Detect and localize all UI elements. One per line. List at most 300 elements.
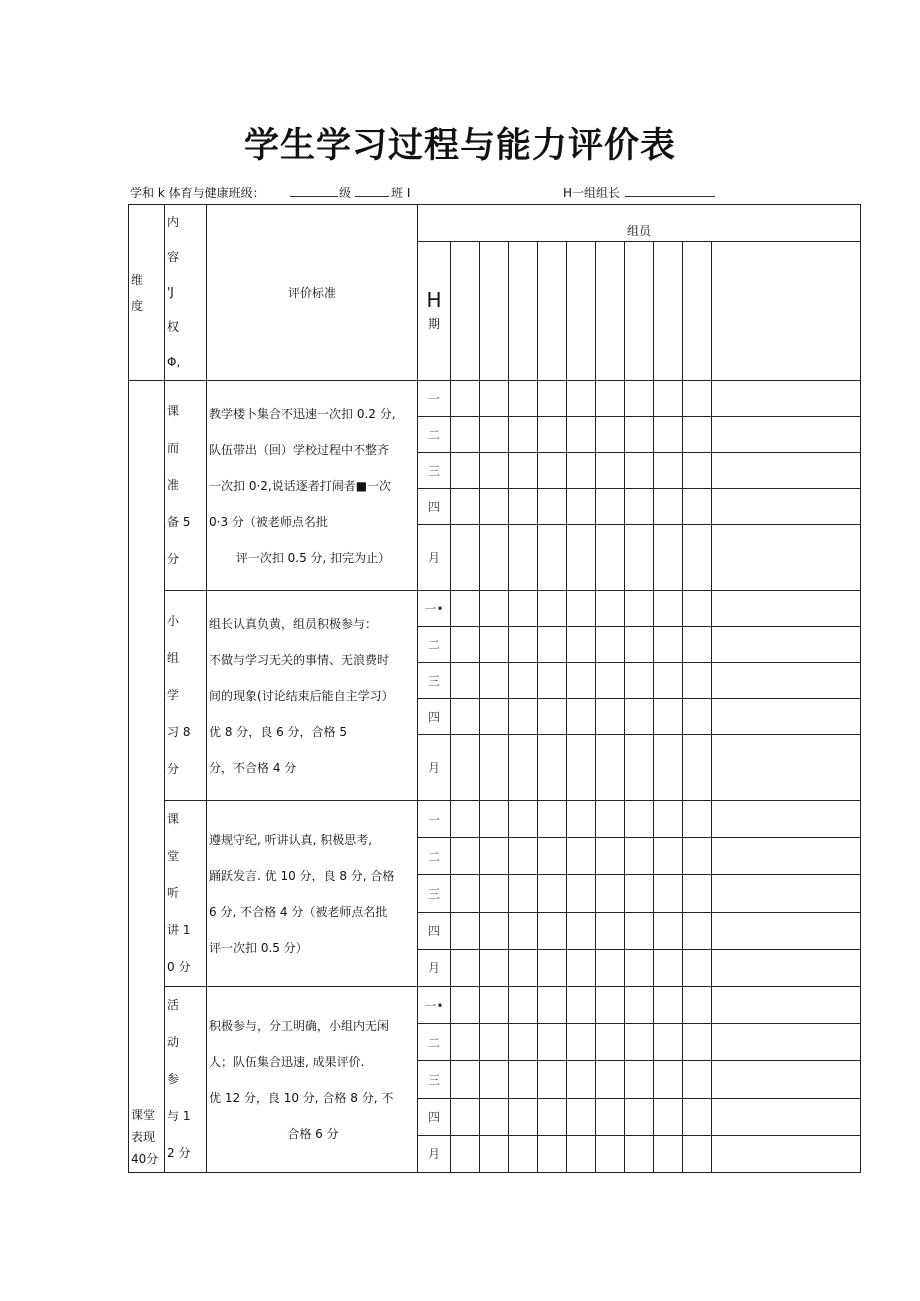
score-cell[interactable] xyxy=(625,627,654,663)
score-cell[interactable] xyxy=(596,912,625,949)
period-label: 三 xyxy=(418,1061,451,1098)
score-cell[interactable] xyxy=(683,381,712,417)
score-cell[interactable] xyxy=(509,381,538,417)
score-cell[interactable] xyxy=(712,663,861,699)
score-cell[interactable] xyxy=(567,1098,596,1135)
score-cell[interactable] xyxy=(567,987,596,1024)
score-cell[interactable] xyxy=(712,489,861,525)
score-cell[interactable] xyxy=(625,381,654,417)
score-cell[interactable] xyxy=(509,801,538,838)
score-cell[interactable] xyxy=(683,663,712,699)
score-cell[interactable] xyxy=(654,1061,683,1098)
criteria-line: 间的现象(讨论结束后能自主学习） xyxy=(209,688,394,703)
dimension-class-performance xyxy=(129,381,165,1173)
score-cell[interactable] xyxy=(567,1024,596,1061)
content-char: 分 xyxy=(167,762,180,776)
period-label: 四 xyxy=(418,1098,451,1135)
score-cell[interactable] xyxy=(683,417,712,453)
dimension-header-2: 度 xyxy=(131,298,144,313)
score-cell[interactable] xyxy=(451,381,480,417)
criteria-cell xyxy=(207,381,418,591)
score-cell[interactable] xyxy=(567,417,596,453)
score-cell[interactable] xyxy=(509,1024,538,1061)
criteria-line: 不做与学习无关的事情、无浪费时 xyxy=(209,652,390,667)
score-cell[interactable] xyxy=(567,912,596,949)
criteria-line: 0·3 分（被老师点名批 xyxy=(209,514,328,529)
score-cell[interactable] xyxy=(596,949,625,986)
members-header: 组员 xyxy=(418,205,861,242)
form-header xyxy=(130,184,860,202)
score-cell[interactable] xyxy=(538,838,567,875)
score-cell[interactable] xyxy=(712,525,861,591)
score-cell[interactable] xyxy=(683,699,712,735)
score-cell[interactable] xyxy=(567,591,596,627)
score-cell[interactable] xyxy=(625,735,654,801)
score-cell[interactable] xyxy=(451,699,480,735)
score-cell[interactable] xyxy=(712,801,861,838)
score-cell[interactable] xyxy=(480,489,509,525)
dimension-label: 课堂 xyxy=(131,1108,156,1122)
content-char: 准 xyxy=(167,478,180,492)
date-header xyxy=(418,242,451,381)
score-cell[interactable] xyxy=(480,875,509,912)
score-cell[interactable] xyxy=(712,591,861,627)
score-cell[interactable] xyxy=(509,912,538,949)
score-cell[interactable] xyxy=(712,735,861,801)
content-weight-cell xyxy=(165,801,207,987)
period-label: 三 xyxy=(418,453,451,489)
criteria-cell xyxy=(207,801,418,987)
subject-class-label: 学和 k 体育与健康班级： xyxy=(130,186,265,200)
dimension-label: 表现 xyxy=(131,1130,156,1144)
score-cell[interactable] xyxy=(509,838,538,875)
content-char: 小 xyxy=(167,614,180,628)
score-cell[interactable] xyxy=(451,1135,480,1172)
score-cell[interactable] xyxy=(451,875,480,912)
score-cell[interactable] xyxy=(538,801,567,838)
score-cell[interactable] xyxy=(567,381,596,417)
score-cell[interactable] xyxy=(625,912,654,949)
dimension-header-1: 维 xyxy=(131,272,144,287)
score-cell[interactable] xyxy=(567,801,596,838)
score-cell[interactable] xyxy=(625,1135,654,1172)
member-name-cell[interactable] xyxy=(567,242,596,381)
score-cell[interactable] xyxy=(596,838,625,875)
content-char: 参 xyxy=(167,1072,180,1086)
member-name-cell[interactable] xyxy=(683,242,712,381)
score-cell[interactable] xyxy=(625,949,654,986)
criteria-line: 遵规守纪, 听讲认真, 积极思考, xyxy=(209,832,373,847)
score-cell[interactable] xyxy=(654,1024,683,1061)
score-cell[interactable] xyxy=(451,949,480,986)
score-cell[interactable] xyxy=(567,875,596,912)
member-name-cell[interactable] xyxy=(625,242,654,381)
score-cell[interactable] xyxy=(625,838,654,875)
class-blank[interactable] xyxy=(355,184,389,202)
score-cell[interactable] xyxy=(625,875,654,912)
score-cell[interactable] xyxy=(509,627,538,663)
content-weight-cell xyxy=(165,591,207,801)
score-cell[interactable] xyxy=(538,1061,567,1098)
score-cell[interactable] xyxy=(538,912,567,949)
score-cell[interactable] xyxy=(654,838,683,875)
member-name-cell[interactable] xyxy=(509,242,538,381)
score-cell[interactable] xyxy=(596,1061,625,1098)
score-cell[interactable] xyxy=(567,1061,596,1098)
score-cell[interactable] xyxy=(654,949,683,986)
score-cell[interactable] xyxy=(654,801,683,838)
member-name-cell[interactable] xyxy=(451,242,480,381)
score-cell[interactable] xyxy=(712,417,861,453)
content-char: 与 1 xyxy=(167,1109,191,1123)
score-cell[interactable] xyxy=(538,875,567,912)
member-name-cell[interactable] xyxy=(654,242,683,381)
score-cell[interactable] xyxy=(712,627,861,663)
period-label: 月 xyxy=(418,735,451,801)
score-cell[interactable] xyxy=(712,381,861,417)
score-cell[interactable] xyxy=(538,1098,567,1135)
score-cell[interactable] xyxy=(451,627,480,663)
score-cell[interactable] xyxy=(480,949,509,986)
score-cell[interactable] xyxy=(625,1098,654,1135)
group-leader-blank[interactable] xyxy=(625,184,715,202)
score-cell[interactable] xyxy=(625,987,654,1024)
criteria-line: 组长认真负黄，组员积极参与： xyxy=(209,616,378,631)
group-leader-label: H一组组长 xyxy=(563,186,621,200)
content-char: 备 5 xyxy=(167,515,191,529)
period-label: 四 xyxy=(418,489,451,525)
score-cell[interactable] xyxy=(480,417,509,453)
score-cell[interactable] xyxy=(567,1135,596,1172)
date-header-big: H xyxy=(426,288,442,312)
score-cell[interactable] xyxy=(654,591,683,627)
criteria-line: 优 8 分，良 6 分，合格 5 xyxy=(209,724,347,739)
score-cell[interactable] xyxy=(538,1135,567,1172)
score-cell[interactable] xyxy=(451,1024,480,1061)
evaluation-table xyxy=(128,204,861,1173)
score-cell[interactable] xyxy=(538,489,567,525)
score-cell[interactable] xyxy=(480,1061,509,1098)
score-cell[interactable] xyxy=(451,1098,480,1135)
score-cell[interactable] xyxy=(712,912,861,949)
period-label: 四 xyxy=(418,699,451,735)
period-label: 二 xyxy=(418,417,451,453)
score-cell[interactable] xyxy=(509,1061,538,1098)
score-cell[interactable] xyxy=(712,987,861,1024)
score-cell[interactable] xyxy=(712,453,861,489)
score-cell[interactable] xyxy=(596,801,625,838)
score-cell[interactable] xyxy=(683,1061,712,1098)
score-cell[interactable] xyxy=(480,381,509,417)
score-cell[interactable] xyxy=(451,591,480,627)
dimension-label: 40分 xyxy=(131,1152,159,1166)
score-cell[interactable] xyxy=(683,801,712,838)
score-cell[interactable] xyxy=(654,525,683,591)
score-cell[interactable] xyxy=(567,525,596,591)
dimension-header xyxy=(129,205,165,381)
score-cell[interactable] xyxy=(451,1061,480,1098)
score-cell[interactable] xyxy=(712,949,861,986)
score-cell[interactable] xyxy=(654,627,683,663)
content-header-5: Φ, xyxy=(167,355,181,369)
score-cell[interactable] xyxy=(567,663,596,699)
criteria-cell xyxy=(207,591,418,801)
score-cell[interactable] xyxy=(538,627,567,663)
score-cell[interactable] xyxy=(451,453,480,489)
score-cell[interactable] xyxy=(509,1098,538,1135)
period-label: 月 xyxy=(418,1135,451,1172)
score-cell[interactable] xyxy=(596,699,625,735)
score-cell[interactable] xyxy=(509,453,538,489)
content-char: 2 分 xyxy=(167,1146,191,1160)
score-cell[interactable] xyxy=(538,663,567,699)
score-cell[interactable] xyxy=(538,987,567,1024)
criteria-line: 合格 6 分 xyxy=(287,1126,339,1141)
score-cell[interactable] xyxy=(567,735,596,801)
score-cell[interactable] xyxy=(451,912,480,949)
score-cell[interactable] xyxy=(509,591,538,627)
period-label: 一• xyxy=(418,591,451,627)
period-label: 一 xyxy=(418,801,451,838)
member-name-cell[interactable] xyxy=(712,242,861,381)
criteria-header: 评价标准 xyxy=(207,205,418,381)
score-cell[interactable] xyxy=(567,627,596,663)
content-char: 堂 xyxy=(167,849,180,863)
score-cell[interactable] xyxy=(538,949,567,986)
criteria-line: 分，不合格 4 分 xyxy=(209,760,297,775)
score-cell[interactable] xyxy=(654,663,683,699)
score-cell[interactable] xyxy=(596,627,625,663)
content-char: 组 xyxy=(167,651,180,665)
score-cell[interactable] xyxy=(451,663,480,699)
content-char: 听 xyxy=(167,886,180,900)
score-cell[interactable] xyxy=(683,875,712,912)
content-char: 讲 1 xyxy=(167,923,191,937)
score-cell[interactable] xyxy=(451,489,480,525)
score-cell[interactable] xyxy=(625,525,654,591)
period-label: 三 xyxy=(418,875,451,912)
score-cell[interactable] xyxy=(596,525,625,591)
score-cell[interactable] xyxy=(567,838,596,875)
score-cell[interactable] xyxy=(596,591,625,627)
score-cell[interactable] xyxy=(480,663,509,699)
score-cell[interactable] xyxy=(509,1135,538,1172)
score-cell[interactable] xyxy=(683,949,712,986)
criteria-line: 优 12 分，良 10 分, 合格 8 分, 不 xyxy=(209,1090,394,1105)
criteria-line: 一次扣 0·2,说话逐者打闹者■一次 xyxy=(209,478,392,493)
date-header-small: 期 xyxy=(427,317,440,331)
content-char: 0 分 xyxy=(167,960,191,974)
criteria-line: 积极参与，分工明确，小组内无闲 xyxy=(209,1018,390,1033)
score-cell[interactable] xyxy=(567,949,596,986)
score-cell[interactable] xyxy=(480,453,509,489)
criteria-line: 队伍带出（回）学校过程中不整齐 xyxy=(209,442,390,457)
score-cell[interactable] xyxy=(480,735,509,801)
score-cell[interactable] xyxy=(712,1024,861,1061)
content-header-3: 'J xyxy=(167,285,174,299)
score-cell[interactable] xyxy=(451,801,480,838)
score-cell[interactable] xyxy=(538,735,567,801)
score-cell[interactable] xyxy=(625,1024,654,1061)
score-cell[interactable] xyxy=(683,838,712,875)
member-name-cell[interactable] xyxy=(538,242,567,381)
score-cell[interactable] xyxy=(596,489,625,525)
content-char: 活 xyxy=(167,998,180,1012)
content-header-2: 容 xyxy=(167,250,180,264)
score-cell[interactable] xyxy=(596,417,625,453)
score-cell[interactable] xyxy=(509,987,538,1024)
score-cell[interactable] xyxy=(538,381,567,417)
score-cell[interactable] xyxy=(480,912,509,949)
score-cell[interactable] xyxy=(480,987,509,1024)
score-cell[interactable] xyxy=(712,875,861,912)
score-cell[interactable] xyxy=(625,801,654,838)
score-cell[interactable] xyxy=(451,735,480,801)
score-cell[interactable] xyxy=(683,735,712,801)
score-cell[interactable] xyxy=(654,987,683,1024)
criteria-cell xyxy=(207,987,418,1173)
score-cell[interactable] xyxy=(509,525,538,591)
score-cell[interactable] xyxy=(451,417,480,453)
score-cell[interactable] xyxy=(509,949,538,986)
score-cell[interactable] xyxy=(625,1061,654,1098)
score-cell[interactable] xyxy=(538,453,567,489)
score-cell[interactable] xyxy=(625,591,654,627)
score-cell[interactable] xyxy=(596,663,625,699)
score-cell[interactable] xyxy=(683,489,712,525)
score-cell[interactable] xyxy=(480,1135,509,1172)
score-cell[interactable] xyxy=(683,1135,712,1172)
score-cell[interactable] xyxy=(625,489,654,525)
criteria-line: 教学楼卜集合不迅速一次扣 0.2 分, xyxy=(209,406,396,421)
score-cell[interactable] xyxy=(538,1024,567,1061)
content-char: 分 xyxy=(167,552,180,566)
score-cell[interactable] xyxy=(683,1098,712,1135)
score-cell[interactable] xyxy=(480,838,509,875)
score-cell[interactable] xyxy=(596,453,625,489)
member-name-cell[interactable] xyxy=(480,242,509,381)
score-cell[interactable] xyxy=(538,525,567,591)
score-cell[interactable] xyxy=(538,591,567,627)
period-label: 月 xyxy=(418,525,451,591)
score-cell[interactable] xyxy=(596,1135,625,1172)
score-cell[interactable] xyxy=(654,1135,683,1172)
score-cell[interactable] xyxy=(596,987,625,1024)
score-cell[interactable] xyxy=(509,875,538,912)
content-char: 而 xyxy=(167,441,180,455)
score-cell[interactable] xyxy=(654,381,683,417)
score-cell[interactable] xyxy=(683,453,712,489)
content-char: 学 xyxy=(167,688,180,702)
score-cell[interactable] xyxy=(596,381,625,417)
score-cell[interactable] xyxy=(683,591,712,627)
content-char: 动 xyxy=(167,1035,180,1049)
score-cell[interactable] xyxy=(596,1098,625,1135)
content-header-1: 内 xyxy=(167,215,180,229)
score-cell[interactable] xyxy=(625,699,654,735)
score-cell[interactable] xyxy=(654,453,683,489)
score-cell[interactable] xyxy=(451,987,480,1024)
score-cell[interactable] xyxy=(683,987,712,1024)
score-cell[interactable] xyxy=(480,525,509,591)
criteria-line: 6 分, 不合格 4 分（被老师点名批 xyxy=(209,904,388,919)
grade-suffix: 级 xyxy=(339,186,352,200)
score-cell[interactable] xyxy=(654,1098,683,1135)
grade-blank[interactable] xyxy=(290,184,338,202)
score-cell[interactable] xyxy=(509,489,538,525)
score-cell[interactable] xyxy=(683,525,712,591)
score-cell[interactable] xyxy=(654,489,683,525)
score-cell[interactable] xyxy=(451,525,480,591)
period-label: 月 xyxy=(418,949,451,986)
score-cell[interactable] xyxy=(480,699,509,735)
period-label: 二 xyxy=(418,627,451,663)
score-cell[interactable] xyxy=(625,453,654,489)
score-cell[interactable] xyxy=(712,1061,861,1098)
criteria-line: 评一次扣 0.5 分） xyxy=(209,940,308,955)
score-cell[interactable] xyxy=(712,838,861,875)
criteria-line: 人；队伍集合迅速, 成果评价. xyxy=(209,1054,365,1069)
period-label: 三 xyxy=(418,663,451,699)
content-header-4: 权 xyxy=(167,320,180,334)
score-cell[interactable] xyxy=(683,627,712,663)
score-cell[interactable] xyxy=(509,699,538,735)
score-cell[interactable] xyxy=(654,912,683,949)
score-cell[interactable] xyxy=(654,699,683,735)
score-cell[interactable] xyxy=(712,1135,861,1172)
content-char: 课 xyxy=(167,404,180,418)
content-char: 课 xyxy=(167,812,180,826)
period-label: 一• xyxy=(418,987,451,1024)
score-cell[interactable] xyxy=(509,417,538,453)
score-cell[interactable] xyxy=(480,627,509,663)
member-name-cell[interactable] xyxy=(596,242,625,381)
score-cell[interactable] xyxy=(480,1098,509,1135)
period-label: 一 xyxy=(418,381,451,417)
score-cell[interactable] xyxy=(683,912,712,949)
score-cell[interactable] xyxy=(596,735,625,801)
score-cell[interactable] xyxy=(654,735,683,801)
content-weight-cell xyxy=(165,381,207,591)
score-cell[interactable] xyxy=(567,489,596,525)
score-cell[interactable] xyxy=(596,1024,625,1061)
score-cell[interactable] xyxy=(625,417,654,453)
score-cell[interactable] xyxy=(683,1024,712,1061)
score-cell[interactable] xyxy=(538,699,567,735)
criteria-line: 评一次扣 0.5 分, 扣完为止） xyxy=(235,550,391,565)
score-cell[interactable] xyxy=(712,1098,861,1135)
score-cell[interactable] xyxy=(567,699,596,735)
content-char: 习 8 xyxy=(167,725,191,739)
score-cell[interactable] xyxy=(480,801,509,838)
score-cell[interactable] xyxy=(596,875,625,912)
score-cell[interactable] xyxy=(654,875,683,912)
score-cell[interactable] xyxy=(451,838,480,875)
content-weight-header xyxy=(165,205,207,381)
score-cell[interactable] xyxy=(509,663,538,699)
score-cell[interactable] xyxy=(712,699,861,735)
period-label: 二 xyxy=(418,1024,451,1061)
content-weight-cell xyxy=(165,987,207,1173)
class-suffix: 班 I xyxy=(391,186,411,200)
score-cell[interactable] xyxy=(654,417,683,453)
score-cell[interactable] xyxy=(538,417,567,453)
score-cell[interactable] xyxy=(480,1024,509,1061)
score-cell[interactable] xyxy=(509,735,538,801)
score-cell[interactable] xyxy=(480,591,509,627)
score-cell[interactable] xyxy=(625,663,654,699)
score-cell[interactable] xyxy=(567,453,596,489)
